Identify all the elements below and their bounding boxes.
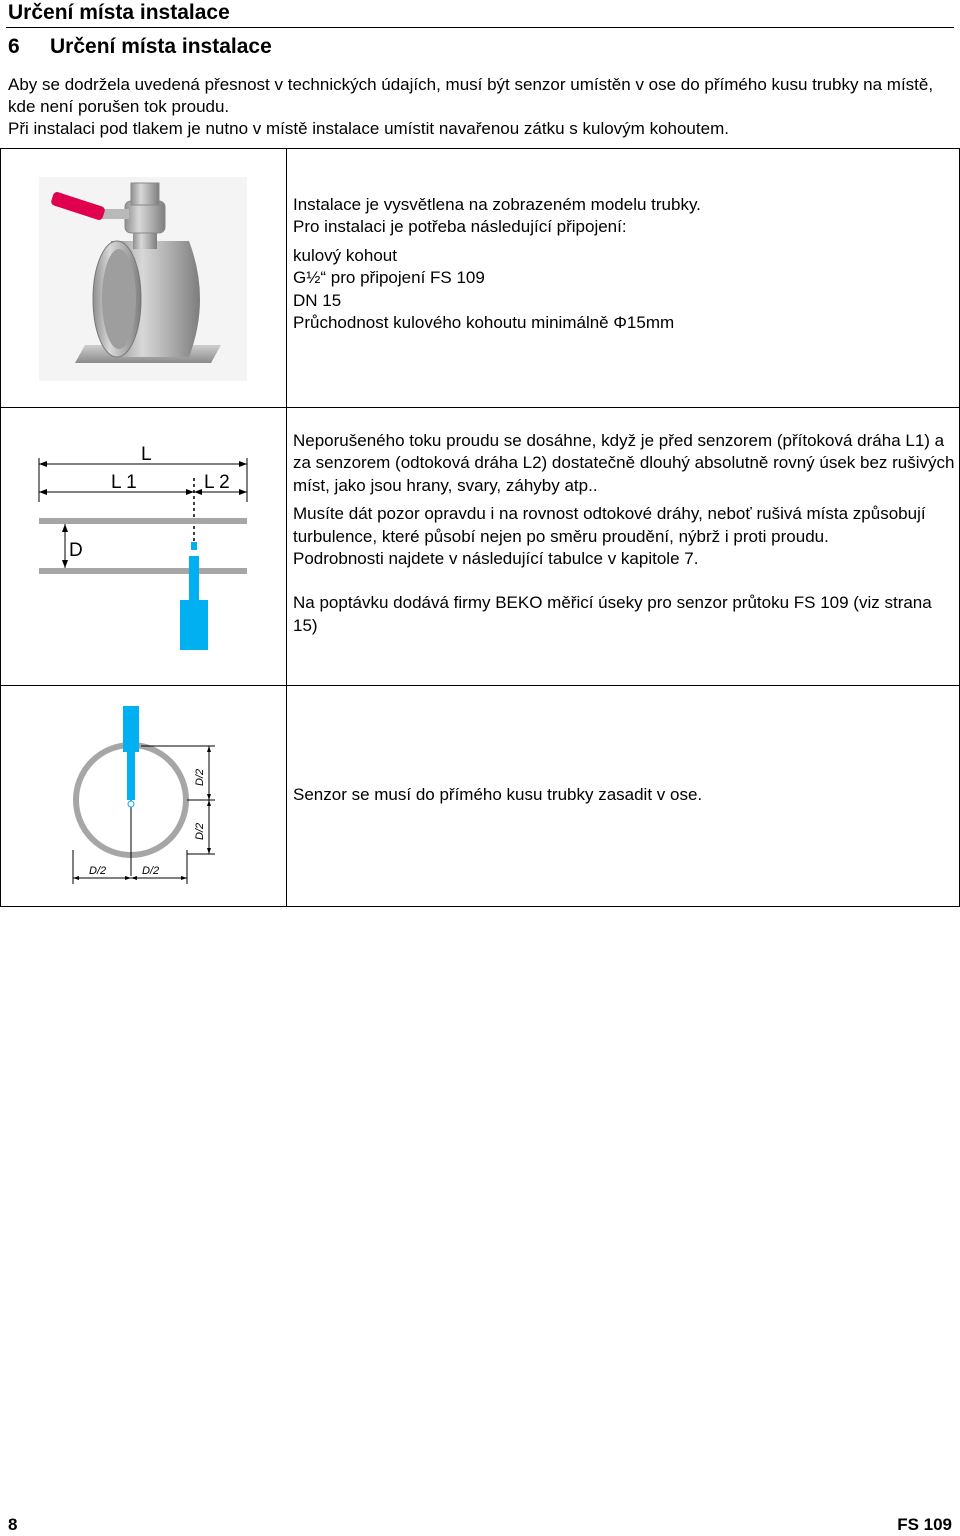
axis-diagram (1, 686, 286, 906)
flow-paragraph-3: Podrobnosti najdete v následující tabulce v kapitole 7. (293, 549, 699, 569)
valve-outlet (131, 183, 159, 205)
pipe-model-text-cell (287, 149, 960, 408)
pipe-opening (102, 249, 136, 349)
axis-text-cell (287, 686, 960, 907)
label-half-bottom: D/2 (194, 822, 206, 840)
sensor-hole (128, 801, 134, 807)
installation-table (0, 148, 960, 907)
flow-paragraph-2: Musíte dát pozor opravdu i na rovnost odtokové dráhy, neboť rušivá místa způsobují turbulence, které působí nejen po směru proudění, nýbrž i proti proudu. (293, 504, 926, 546)
arrow-icon (186, 489, 194, 495)
label-half-left: D/2 (89, 865, 107, 877)
arrow-icon (39, 489, 47, 495)
arrow-icon (131, 876, 137, 880)
arrow-icon (39, 461, 47, 467)
ball-valve-body (125, 201, 165, 233)
model-line-1: Instalace je vysvětlena na zobrazeném modelu trubky. (293, 195, 701, 214)
section-number: 6 (8, 35, 20, 58)
arrow-icon (207, 746, 211, 752)
model-line-2: Pro instalaci je potřeba následující připojení: (293, 217, 627, 237)
pipe-model-image-cell (1, 149, 287, 408)
straight-section-diagram-cell (1, 408, 287, 686)
table-row (1, 686, 960, 907)
straight-section-text-cell (287, 408, 960, 686)
label-half-right: D/2 (142, 865, 160, 877)
pipe-bottom-wall (39, 568, 247, 574)
label-outflow-length: L 2 (204, 472, 230, 493)
arrow-icon (207, 794, 211, 800)
pipe-model-illustration (1, 149, 286, 407)
label-inflow-length: L 1 (111, 472, 137, 493)
page-number: 8 (8, 1515, 18, 1534)
table-row (1, 149, 960, 408)
flow-paragraph-1: Neporušeného toku proudu se dosáhne, když je před senzorem (přítoková dráha L1) a za senzorem (odtoková dráha L2) dostatečně dlouhý absolutně rovný úsek bez rušivých míst, jako jsou hrany, svary, záhyby atp.. (293, 431, 955, 495)
arrow-icon (73, 876, 79, 880)
table-row (1, 408, 960, 686)
sensor-tip (191, 542, 197, 550)
model-line-6: Průchodnost kulového kohoutu minimálně Φ15mm (293, 313, 675, 333)
label-total-length: L (141, 444, 152, 465)
valve-stem (101, 209, 129, 219)
model-line-3: kulový kohout (293, 245, 397, 265)
sensor-head (180, 600, 208, 650)
intro-line-1: Aby se dodržela uvedená přesnost v technických údajích, musí být senzor umístěn v ose do přímého kusu trubky na místě, kde není porušen tok proudu. (8, 75, 934, 116)
sensor-probe (189, 556, 199, 602)
intro-line-2: Při instalaci pod tlakem je nutno v místě instalace umístit navařenou zátku s kulovým kohoutem. (8, 119, 729, 138)
sensor-probe (127, 750, 135, 800)
arrow-icon (125, 876, 131, 880)
model-line-5: DN 15 (293, 290, 342, 310)
straight-section-diagram (1, 408, 286, 685)
label-diameter: D (69, 540, 83, 561)
arrow-icon (207, 848, 211, 854)
arrow-icon (239, 461, 247, 467)
arrow-icon (62, 524, 68, 532)
arrow-icon (181, 876, 187, 880)
flow-paragraph-4: Na poptávku dodává firmy BEKO měřicí úseky pro senzor průtoku FS 109 (viz strana 15) (293, 593, 932, 635)
model-line-4: G½“ pro připojení FS 109 (293, 268, 485, 288)
section-title: Určení místa instalace (50, 35, 272, 58)
label-half-top: D/2 (194, 768, 206, 786)
arrow-icon (239, 489, 247, 495)
section-heading (8, 35, 272, 59)
arrow-icon (194, 489, 202, 495)
axis-instruction: Senzor se musí do přímého kusu trubky zasadit v ose. (293, 785, 703, 804)
page-header-title: Určení místa instalace (8, 1, 230, 24)
sensor-head (123, 706, 139, 752)
intro-text (8, 74, 948, 140)
product-name: FS 109 (897, 1515, 952, 1534)
header-rule (6, 27, 954, 28)
pipe-top-wall (39, 518, 247, 524)
axis-diagram-cell (1, 686, 287, 907)
arrow-icon (207, 800, 211, 806)
arrow-icon (62, 560, 68, 568)
